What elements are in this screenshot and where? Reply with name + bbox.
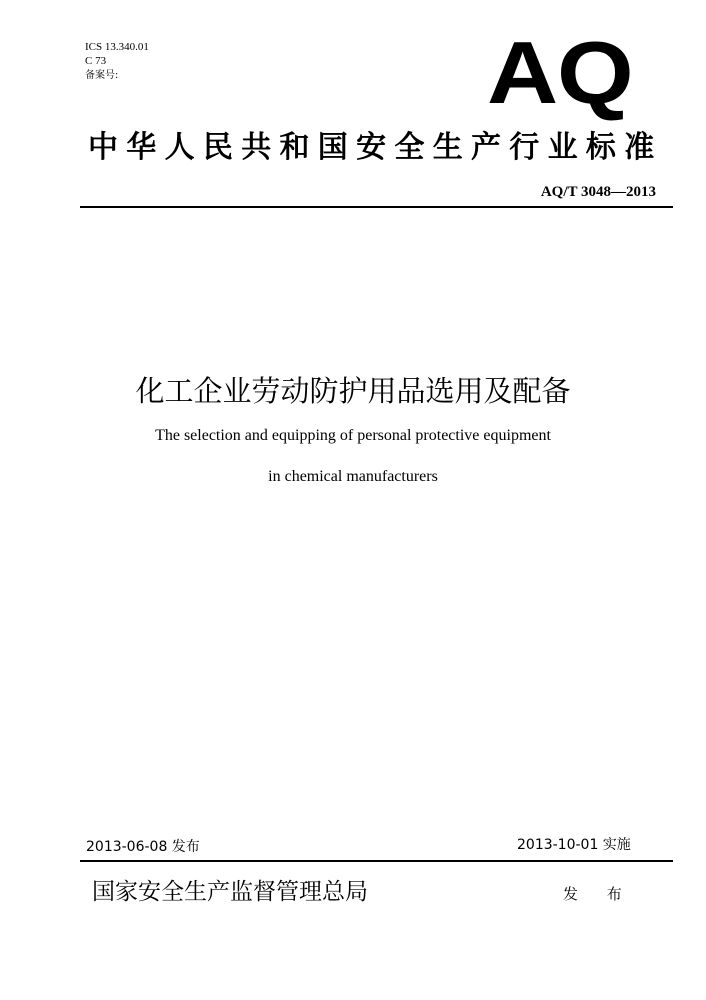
issue-label: 发 布 <box>563 885 634 903</box>
implementation-date: 2013-10-01 实施 <box>517 837 631 853</box>
issuing-agency: 国家安全生产监督管理总局 <box>92 879 368 905</box>
standard-category-title: 中华人民共和国安全生产行业标准 <box>88 130 663 165</box>
ccs-number: C 73 <box>85 55 107 67</box>
header-divider <box>80 206 673 208</box>
ics-number: ICS 13.340.01 <box>85 41 149 53</box>
issue-date: 2013-06-08 发布 <box>86 839 200 855</box>
standard-code: AQ/T 3048—2013 <box>540 184 656 200</box>
document-title-en-line1: The selection and equipping of personal protective equipment <box>155 427 551 444</box>
footer-divider <box>80 860 673 862</box>
aq-logo: AQ <box>487 23 633 122</box>
document-title-en-line2: in chemical manufacturers <box>268 468 438 485</box>
record-number-label: 备案号: <box>85 70 119 81</box>
document-title-cn: 化工企业劳动防护用品选用及配备 <box>135 374 571 408</box>
